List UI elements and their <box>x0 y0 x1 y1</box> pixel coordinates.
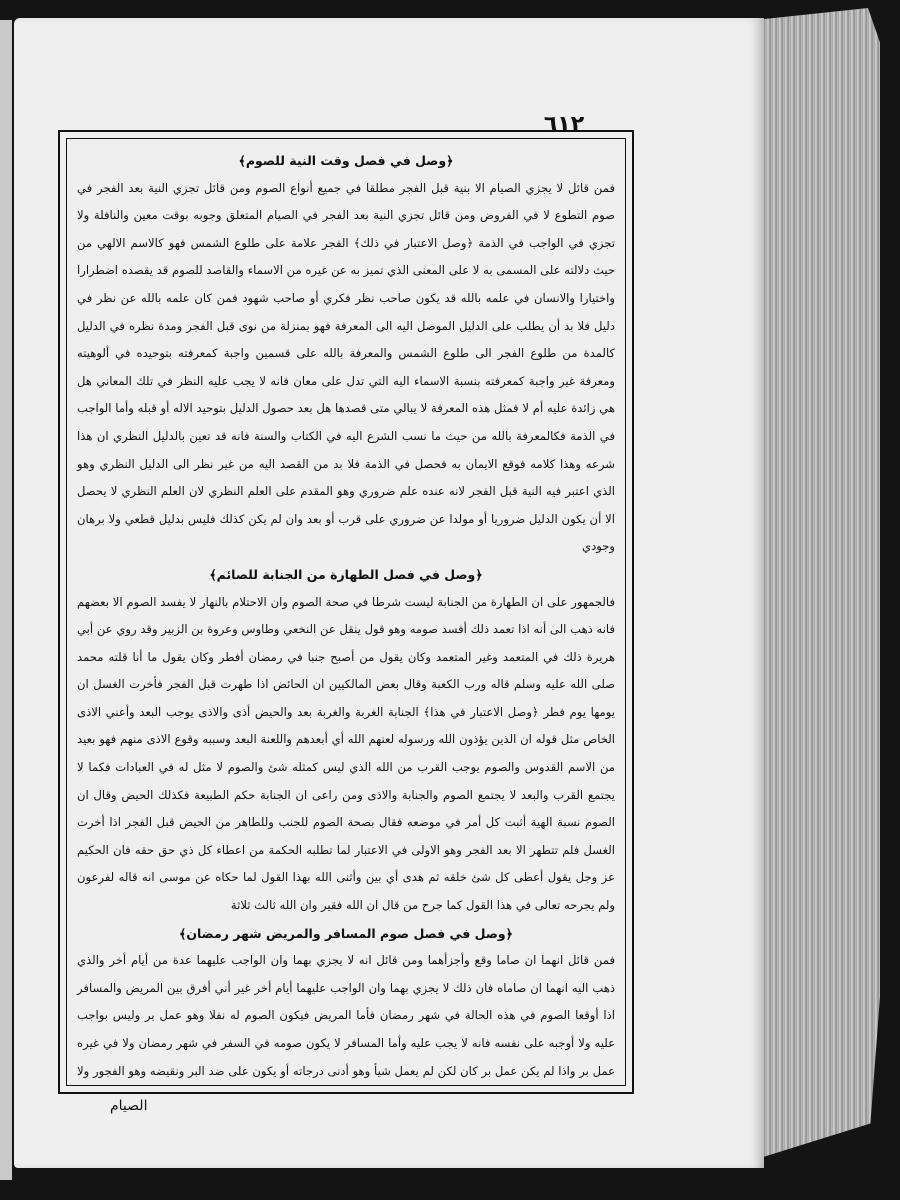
footer-catchword: الصيام <box>110 1098 148 1114</box>
section-paragraph: فمن قائل انهما ان صاما وقع وأجزأهما ومن قائل انه لا يجزي بهما وان الواجب عليهما عدة من أيام أخر والذي ذهب اليه انهما ان صاماه فان ذلك لا يجزي بهما وان الواجب عليهما أيام أخر غير أني أفرق بين المريض والمسافر اذا أوقعا الصوم في هذه الحالة في شهر رمضان فأما المريض فيكون الصوم له نفلا وهو عمل بر وليس بواجب عليه ولا أوجبه على نفسه فانه لا يجب عليه وأما المسافر لا يكون صومه في السفر في شهر رمضان ولا في غيره عمل بر واذا لم يكن عمل بر كان لكن لم يعمل شيأ وهو أدنى درجاته أو يكون على ضد البر ونقيضه وهو الفجور ولا <box>77 953 615 1078</box>
section-heading: ﴿وصل في فصل وقت النية للصوم﴾ <box>238 153 454 168</box>
section-heading: ﴿وصل في فصل الطهارة من الجنابة للصائم﴾ <box>209 566 483 582</box>
section-heading: ﴿وصل في فصل صوم المسافر والمريض شهر رمضان﴾ <box>178 925 513 941</box>
previous-page-edge <box>0 20 12 1180</box>
text-frame <box>58 130 634 1094</box>
section-heading-text: وصل في فصل الطهارة من الجنابة للصائم <box>216 566 476 582</box>
section-heading-text: وصل في فصل صوم المسافر والمريض شهر رمضان <box>186 925 506 941</box>
text-block <box>67 139 625 1086</box>
book-page-edges <box>760 8 880 1158</box>
section-heading-text: وصل في فصل وقت النية للصوم <box>245 153 447 168</box>
page-number: ٦١٢ <box>543 112 585 137</box>
section-paragraph: فمن قائل لا يجزي الصيام الا بنية قبل الفجر مطلقا في جميع أنواع الصوم ومن قائل تجزي النية بعد الفجر في صوم التطوع لا في الفروض ومن قائل تجزي النية بعد الفجر في الصيام المتعلق وجوبه بوقت معين والنافلة ولا تجزي في الواجب في الذمة ﴿وصل الاعتبار في ذلك﴾ الفجر علامة على طلوع الشمس فهو كالاسم الالهي من حيث دلالته على المسمى به لا على المعنى الذي تميز به عن غيره من الاسماء والقاصد للصوم قد يقصده اضطرارا واختيارا والانسان في علمه بالله قد يكون صاحب نظر فكري أو صاحب شهود فمن كان علمه بالله عن نظر في دليل فلا بد أن يطلب على الدليل الموصل اليه الى المعرفة فهو بمنزلة من نوى قبل الفجر ومدة نظره في الدليل كالمدة من طلوع الفجر الى طلوع الشمس والمعرفة بالله على قسمين واجبة كمعرفته بتوحيده في ألوهيته ومعرفة غير واجبة كمعرفته بنسبة الاسماء اليه التي تدل على معان فانه لا يجب عليه النظر في تلك المعاني هل هي زائدة عليه أم لا فمثل هذه المعرفة لا يبالي متى قصدها هل بعد حصول الدليل بتوحيد الاله أو قبله وأما الواجب في الذمة فكالمعرفة بالله من حيث ما نسب الشرع اليه في الكتاب والسنة فانه قد تعين بالدليل النظري ان هذا شرعه وهذا كلامه فوقع الايمان به فحصل في الذمة فلا بد من القصد اليه من غير نظر الى الدليل النظري وهو الذي اعتبر فيه النية قبل الفجر لانه عنده علم ضروري وهو المقدم على العلم النظري لان العلم النظري لا يحصل الا أن يكون الدليل ضروريا أو مولدا عن ضروري على قرب أو بعد وان لم يكن كذلك فليس بدليل قطعي ولا برهان وجودي <box>77 180 615 554</box>
section-paragraph: فالجمهور على ان الطهارة من الجنابة ليست شرطا في صحة الصوم وان الاحتلام بالنهار لا يفسد الصوم الا بعضهم فانه ذهب الى أنه اذا تعمد ذلك أفسد صومه وهو قول ينقل عن النخعي وطاوس وعروة بن الزبير وقد روي عن أبي هريرة ذلك في المتعمد وغير المتعمد وكان يقول من أصبح جنبا في رمضان أفطر وكان يقول ما أنا قلته محمد صلى الله عليه وسلم قاله ورب الكعبة وقال بعض المالكيين ان الحائض اذا طهرت قبل الفجر فأخرت الغسل ان يومها يوم فطر ﴿وصل الاعتبار في هذا﴾ الجنابة الغربة والغربة بعد والحيض أذى والاذى يوجب البعد وأعني الاذى الخاص مثل قوله ان الذين يؤذون الله ورسوله لعنهم الله أي أبعدهم واللعنة البعد وسببه وقوع الاذى منهم فهو بعيد من الاسم القدوس والصوم يوجب القرب من الله الذي ليس كمثله شئ والصوم لا مثل له في العبادات فكما لا يجتمع القرب والبعد لا يجتمع الصوم والجنابة والاذى ومن راعى ان الجنابة حكم الطبيعة فكذلك الحيض وقال ان الصوم نسبة الهية أثبت كل أمر في موضعه فقال بصحة الصوم للجنب وللطاهر من الحيض قبل الفجر اذا أخرت الغسل فلم تتطهر الا بعد الفجر وهو الاولى في الاعتبار لما تطلبه الحكمة من اعطاء كل ذي حق حقه فان الحكيم عز وجل يقول أعطى كل شئ خلقه ثم هدى أي بين وأثنى الله بهذا القول لما حكاه عن موسى انه قاله لفرعون ولم يجرحه تعالى في هذا القول كما جرح من قال ان الله فقير وان الله ثالث ثلاثة <box>77 594 615 913</box>
text-frame-inner <box>66 138 626 1086</box>
book-page <box>14 18 764 1168</box>
